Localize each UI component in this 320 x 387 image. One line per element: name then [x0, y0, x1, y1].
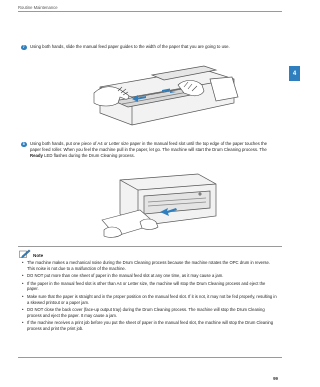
chapter-tab: 4 — [289, 66, 300, 81]
step-number-badge: 8 — [22, 141, 25, 146]
note-item: • DO NOT put more than one sheet of paper in the manual feed slot at any one time, as it may cause a jam. — [22, 273, 278, 279]
step-text-part-1: Using both hands, put one piece of A4 or Letter size paper in the manual feed slot until the top edge of the paper touches the paper feed roller. When you feel the machine pull in the paper, let go. The machine will start the Drum Cleaning process. The — [30, 141, 267, 152]
note-pencil-icon — [19, 249, 31, 258]
note-bottom-divider — [18, 357, 282, 358]
header-divider — [18, 11, 282, 12]
note-top-divider — [18, 246, 282, 247]
note-label: Note — [33, 253, 44, 258]
note-item: • If the machine receives a print job before you put the sheet of paper in the manual feed slot, the machine will stop the Drum Cleaning process and print the print job. — [22, 320, 278, 331]
note-item: • The machine makes a mechanical noise during the Drum Cleaning process because the machine rotates the OPC drum in reverse. This noise is not due to a malfunction of the machine. — [22, 260, 278, 271]
note-item: • If the paper in the manual feed slot is other than A4 or Letter size, the machine will stop the Drum Cleaning process and eject the paper. — [22, 281, 278, 292]
printer-paper-guides-illustration — [92, 57, 242, 129]
running-header: Routine Maintenance — [18, 5, 58, 10]
step-text: Using both hands, slide the manual feed paper guides to the width of the paper that you are going to use. — [30, 44, 230, 49]
note-list — [22, 260, 278, 334]
ready-led-label: Ready — [30, 152, 43, 158]
step-7 — [22, 44, 274, 50]
note-header — [19, 249, 43, 258]
manual-feed-paper-illustration — [100, 172, 220, 240]
step-number-badge: 7 — [22, 44, 25, 49]
step-8 — [22, 141, 274, 158]
note-item: • Make sure that the paper is straight and in the proper position on the manual feed slot. If it is not, it may not be fed properly, resulting in a skewed printout or a paper jam. — [22, 294, 278, 305]
step-text-part-2: LED flashes during the Drum Cleaning process. — [42, 152, 135, 158]
note-item: • DO NOT close the back cover (face-up output tray) during the Drum Cleaning process. The machine will stop the Drum Cleaning process and eject the paper. It may cause a jam. — [22, 307, 278, 318]
page-number: 99 — [273, 376, 278, 381]
